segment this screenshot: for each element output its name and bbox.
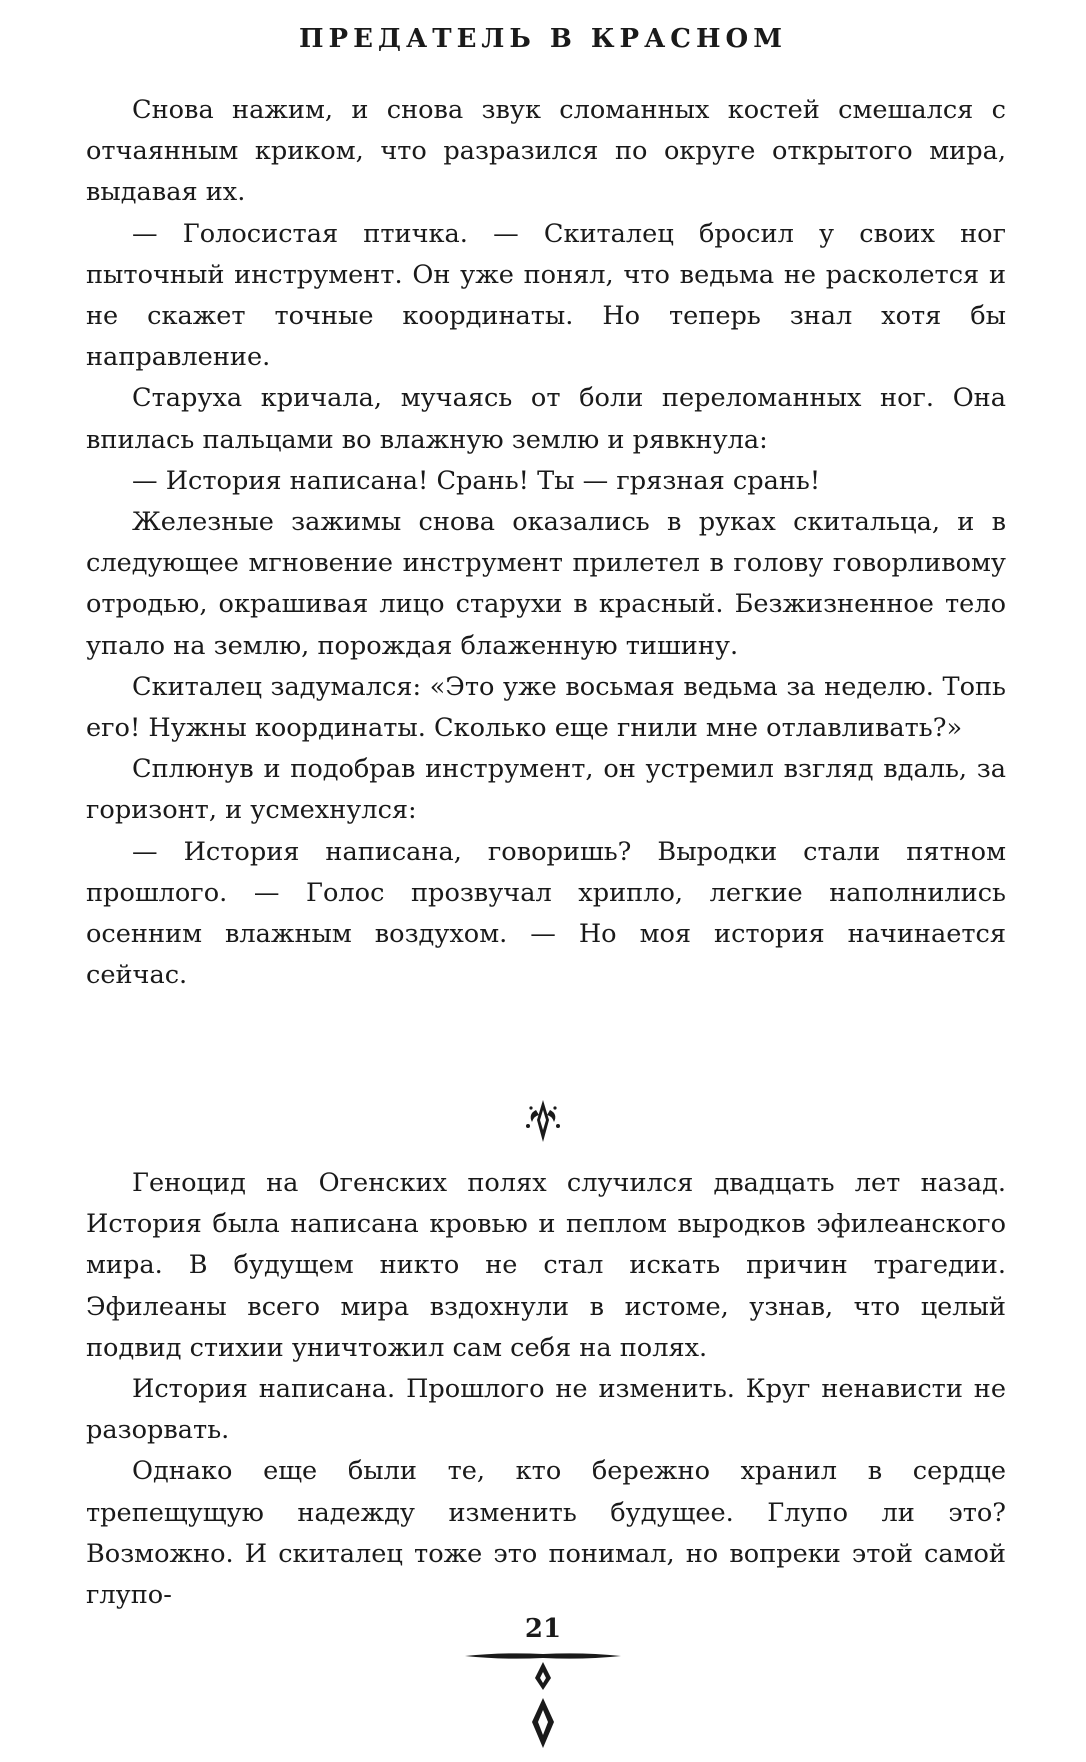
section-two-text — [86, 1163, 1006, 1616]
paragraph: Геноцид на Огенских полях случился двадцать лет назад. История была написана кровью и пеплом выродков эфилеанского мира. В будущем никто не стал искать причин трагедии. Эфилеаны всего мира вздохнули в истоме, узнав, что целый подвид стихии уничтожил сам себя на полях. — [86, 1168, 1006, 1363]
paragraph: — Голосистая птичка. — Скиталец бросил у своих ног пыточный инструмент. Он уже понял, что ведьма не расколется и не скажет точные координаты. Но теперь знал хотя бы направление. — [86, 218, 1006, 373]
paragraph: — История написана, говоришь? Выродки стали пятном прошлого. — Голос прозвучал хрипло, легкие наполнились осенним влажным воздухом. — Но моя история начинается сейчас. — [86, 836, 1006, 991]
page-number: 21 — [524, 1614, 562, 1644]
folio-ornament-icon — [463, 1650, 623, 1755]
paragraph: — История написана! Срань! Ты — грязная срань! — [132, 465, 821, 496]
paragraph: Снова нажим, и снова звук сломанных костей смешался с отчаянным криком, что разразился по округе открытого мира, выдавая их. — [86, 95, 1006, 208]
paragraph: Однако еще были те, кто бережно хранил в сердце трепещущую надежду изменить будущее. Глупо ли это? Возможно. И скиталец тоже это понимал, но вопреки этой самой глупо- — [86, 1456, 1006, 1611]
paragraph: Скиталец задумался: «Это уже восьмая ведьма за неделю. Топь его! Нужны координаты. Сколько еще гнили мне отлавливать?» — [86, 671, 1006, 744]
section-one-text — [86, 90, 1006, 996]
paragraph: Сплюнув и подобрав инструмент, он устремил взгляд вдаль, за горизонт, и усмехнулся: — [86, 754, 1006, 826]
paragraph: История написана. Прошлого не изменить. Круг ненависти не разорвать. — [86, 1374, 1006, 1446]
paragraph: Старуха кричала, мучаясь от боли переломанных ног. Она впилась пальцами во влажную землю и рявкнула: — [86, 383, 1006, 455]
running-title: ПРЕДАТЕЛЬ В КРАСНОМ — [299, 24, 787, 54]
paragraph: Железные зажимы снова оказались в руках скитальца, и в следующее мгновение инструмент прилетел в голову говорливому отродью, окрашивая лицо старухи в красный. Безжизненное тело упало на землю, порождая блаженную тишину. — [86, 507, 1006, 661]
section-separator-ornament-icon — [518, 1096, 568, 1146]
